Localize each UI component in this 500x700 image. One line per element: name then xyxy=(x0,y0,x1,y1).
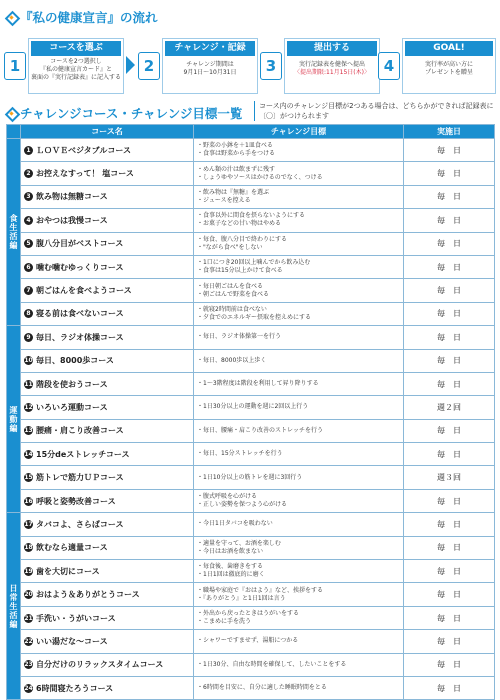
course-name: おやつは我慢コース xyxy=(36,215,108,225)
schedule-cell: 毎 日 xyxy=(404,139,495,162)
course-number-badge: 20 xyxy=(24,591,33,599)
course-cell xyxy=(21,676,194,699)
table-row xyxy=(7,583,495,606)
step-number: 4 xyxy=(378,52,400,80)
course-cell xyxy=(21,326,194,349)
goal-line: ・毎食、腹八分目で終わりにする xyxy=(197,235,288,243)
table-row xyxy=(7,185,495,208)
schedule-cell: 毎 日 xyxy=(404,536,495,559)
table-row xyxy=(7,326,495,349)
goal-line: ・正しい姿勢を保つよう心がける xyxy=(197,501,288,509)
goal-line: ・毎日、ラジオ体操第一を行う xyxy=(197,333,282,341)
goal-line: ・飲み物は『無糖』を選ぶ xyxy=(197,188,270,196)
goal-cell xyxy=(194,139,404,162)
course-cell xyxy=(21,232,194,255)
table-body xyxy=(7,139,495,700)
header-goal: チャレンジ目標 xyxy=(194,125,404,139)
goal-line: ・朝ごはんで野菜を食べる xyxy=(197,290,270,298)
goal-cell xyxy=(194,676,404,699)
course-cell xyxy=(21,466,194,489)
course-cell xyxy=(21,396,194,419)
goal-line: ・毎食後、歯磨きをする xyxy=(197,563,264,571)
goal-cell xyxy=(194,419,404,442)
schedule-cell: 毎 日 xyxy=(404,162,495,185)
course-name: 噛む噛むゆっくりコース xyxy=(36,262,124,272)
goal-cell xyxy=(194,372,404,395)
schedule-cell: 毎 日 xyxy=(404,606,495,629)
challenge-table xyxy=(6,124,495,700)
goal-cell xyxy=(194,279,404,302)
course-number-badge: 14 xyxy=(24,450,33,458)
step-box xyxy=(28,38,124,94)
step-heading: 提出する xyxy=(287,41,377,56)
course-name: 歯を大切にコース xyxy=(36,566,100,576)
goal-line: ・毎日、8000歩以上歩く xyxy=(197,356,267,364)
diamond-icon xyxy=(6,12,17,23)
table-row xyxy=(7,536,495,559)
goal-cell xyxy=(194,513,404,536)
course-number-badge: 1 xyxy=(24,146,33,155)
goal-line: ・毎日朝ごはんを食べる xyxy=(197,282,264,290)
table-row xyxy=(7,372,495,395)
course-cell xyxy=(21,185,194,208)
course-name: 腹八分目がベストコース xyxy=(36,239,124,249)
step-line: コースを2つ選択し xyxy=(50,58,102,65)
goal-line: ・1日10分以上の筋トレを週に3回行う xyxy=(197,473,303,481)
table-row xyxy=(7,139,495,162)
step-box xyxy=(284,38,380,94)
goal-line: ・夕食でのエネルギー摂取を控えめにする xyxy=(197,313,312,321)
schedule-cell: 毎 日 xyxy=(404,443,495,466)
goal-cell xyxy=(194,209,404,232)
note-box xyxy=(254,101,494,121)
course-number-badge: 18 xyxy=(24,544,33,552)
goal-line: ・適量を守って、お酒を楽しむ xyxy=(197,539,281,547)
course-number-badge: 9 xyxy=(24,333,33,342)
course-name: 毎日、8000歩コース xyxy=(36,356,114,366)
goal-line: ・『ありがとう』と1日1回は言う xyxy=(197,594,286,602)
course-number-badge: 13 xyxy=(24,427,33,435)
table-row xyxy=(7,653,495,676)
course-name: 筋トレで筋力ＵＰコース xyxy=(36,473,124,483)
schedule-cell: 毎 日 xyxy=(404,653,495,676)
goal-line: ・腹式呼吸を心がける xyxy=(197,493,258,501)
course-name: ＬＯＶＥベジタブルコース xyxy=(36,145,131,155)
table-row xyxy=(7,209,495,232)
course-name: 飲むなら適量コース xyxy=(36,543,108,553)
course-number-badge: 12 xyxy=(24,403,33,411)
course-number-badge: 8 xyxy=(24,309,33,318)
schedule-cell: 週２回 xyxy=(404,396,495,419)
category-exercise: 運動編 xyxy=(7,326,21,513)
table-row xyxy=(7,560,495,583)
goal-line: ・こまめに手を洗う xyxy=(197,618,252,625)
goal-cell xyxy=(194,185,404,208)
table-row xyxy=(7,466,495,489)
course-name: 朝ごはんを食べようコース xyxy=(36,286,132,296)
schedule-cell: 毎 日 xyxy=(404,349,495,372)
schedule-cell: 毎 日 xyxy=(404,676,495,699)
goal-line: ・野菜の小鉢を＋1皿食べる xyxy=(197,142,273,150)
header-course: コース名 xyxy=(21,125,194,139)
course-cell xyxy=(21,653,194,676)
course-cell xyxy=(21,162,194,185)
goal-line: ・しょうゆやソースはかけるのでなく、つける xyxy=(197,173,323,181)
schedule-cell: 毎 日 xyxy=(404,326,495,349)
category-food: 食生活編 xyxy=(7,139,21,326)
header-day: 実施日 xyxy=(404,125,495,139)
course-number-badge: 24 xyxy=(24,684,33,692)
table-row xyxy=(7,232,495,255)
course-cell xyxy=(21,513,194,536)
goal-line: ・1日30分、自由な時間を確保して、したいことをする xyxy=(197,660,347,668)
step-line: プレゼントを贈呈 xyxy=(425,69,473,76)
list-section-title xyxy=(6,104,242,122)
course-cell xyxy=(21,139,194,162)
flow-step-2 xyxy=(138,38,256,92)
course-cell xyxy=(21,583,194,606)
course-name: 6時間寝たろうコース xyxy=(36,683,114,693)
course-name: 寝る前は食べないコース xyxy=(36,309,124,319)
course-cell xyxy=(21,302,194,325)
goal-line: ・1口につき20回以上噛んでから飲み込む xyxy=(197,259,311,267)
step-body xyxy=(163,58,257,77)
diamond-icon xyxy=(6,108,17,119)
schedule-cell: 毎 日 xyxy=(404,419,495,442)
course-name: おはよう＆ありがとうコース xyxy=(36,590,140,600)
goal-line: ・外出から戻ったときはうがいをする xyxy=(197,610,300,617)
table-row xyxy=(7,676,495,699)
course-number-badge: 3 xyxy=(24,192,33,201)
course-name: 自分だけのリラックスタイムコース xyxy=(36,660,164,670)
course-cell xyxy=(21,349,194,372)
table-row xyxy=(7,396,495,419)
course-number-badge: 11 xyxy=(24,380,33,388)
goal-cell xyxy=(194,443,404,466)
goal-line: ・ジュースを控える xyxy=(197,196,251,204)
goal-cell xyxy=(194,232,404,255)
step-heading: コースを選ぶ xyxy=(31,41,121,56)
step-number: 3 xyxy=(260,52,282,80)
schedule-cell: 毎 日 xyxy=(404,255,495,278)
goal-cell xyxy=(194,630,404,653)
course-cell xyxy=(21,630,194,653)
schedule-cell: 毎 日 xyxy=(404,583,495,606)
course-number-badge: 23 xyxy=(24,661,33,669)
step-line: 実行記録表を健保へ提出 xyxy=(298,61,365,68)
goal-cell xyxy=(194,466,404,489)
course-number-badge: 6 xyxy=(24,263,33,272)
course-cell xyxy=(21,606,194,629)
table-row xyxy=(7,162,495,185)
course-number-badge: 17 xyxy=(24,520,33,528)
goal-line: ・就寝2時間前は食べない xyxy=(197,305,267,313)
course-name: 手洗い・うがいコース xyxy=(36,613,116,623)
goal-cell xyxy=(194,349,404,372)
goal-cell xyxy=(194,583,404,606)
course-name: 呼吸と姿勢改善コース xyxy=(36,496,116,506)
goal-cell xyxy=(194,326,404,349)
header-blank xyxy=(7,125,21,139)
course-name: タバコよ、さらばコース xyxy=(36,519,124,529)
flow-title-text: 『私の健康宣言』の流れ xyxy=(20,10,158,25)
goal-line: ・今日はお酒を飲まない xyxy=(197,547,264,555)
course-number-badge: 4 xyxy=(24,216,33,225)
course-cell xyxy=(21,255,194,278)
table-row xyxy=(7,255,495,278)
course-number-badge: 15 xyxy=(24,474,33,482)
course-name: 腰痛・肩こり改善コース xyxy=(36,426,124,436)
goal-cell xyxy=(194,396,404,419)
schedule-cell: 毎 日 xyxy=(404,209,495,232)
step-line: 9月1日〜10月31日 xyxy=(183,69,237,76)
course-number-badge: 5 xyxy=(24,239,33,248)
arrow-right-icon xyxy=(126,56,135,74)
course-number-badge: 16 xyxy=(24,497,33,505)
goal-line: ・1日30分以上の運動を週に2回以上行う xyxy=(197,403,309,411)
schedule-cell: 週３回 xyxy=(404,466,495,489)
flow-step-1 xyxy=(4,38,122,92)
course-number-badge: 19 xyxy=(24,567,33,575)
course-name: お控えなすって！ 塩コース xyxy=(36,169,134,179)
goal-line: ・6時間を目安に、自分に適した睡眠時間をとる xyxy=(197,684,327,692)
course-cell xyxy=(21,443,194,466)
step-box xyxy=(162,38,258,94)
course-number-badge: 21 xyxy=(24,614,33,622)
deadline-text: 〈提出期限:11月15日(木)〉 xyxy=(294,69,370,76)
course-number-badge: 22 xyxy=(24,637,33,645)
course-cell xyxy=(21,209,194,232)
schedule-cell: 毎 日 xyxy=(404,185,495,208)
course-name: 階段を使おうコース xyxy=(36,379,108,389)
flow-steps xyxy=(4,38,496,94)
step-line: 裏面の『実行記録表』に記入する xyxy=(31,74,122,81)
goal-line: ・めん類の汁は飲まずに残す xyxy=(197,165,276,173)
note-text: コース内のチャレンジ目標が2つある場合は、どちらかができれば記録表に〔〇〕がつけられます xyxy=(254,101,494,121)
course-cell xyxy=(21,536,194,559)
course-cell xyxy=(21,372,194,395)
step-number: 2 xyxy=(138,52,160,80)
step-line: 実行率が高い方に xyxy=(424,61,473,68)
goal-line: ・毎日、15分ストレッチを行う xyxy=(197,450,283,458)
goal-line: ・シャワーですませず、湯船につかる xyxy=(197,637,299,645)
step-heading: GOAL! xyxy=(405,41,493,56)
course-number-badge: 2 xyxy=(24,169,33,178)
schedule-cell: 毎 日 xyxy=(404,302,495,325)
schedule-cell: 毎 日 xyxy=(404,372,495,395)
flow-step-3 xyxy=(260,38,378,92)
table-row xyxy=(7,606,495,629)
course-cell xyxy=(21,489,194,512)
step-line: 『私の健康宣言カード』と xyxy=(39,66,112,73)
goal-cell xyxy=(194,255,404,278)
step-number: 1 xyxy=(4,52,26,80)
goal-cell xyxy=(194,302,404,325)
table-row xyxy=(7,489,495,512)
goal-line: ・食事は野菜から手をつける xyxy=(197,150,276,158)
step-body xyxy=(403,58,495,77)
course-cell xyxy=(21,560,194,583)
course-name: いい湯だな〜コース xyxy=(36,636,108,646)
table-row xyxy=(7,513,495,536)
goal-cell xyxy=(194,560,404,583)
step-body xyxy=(29,58,123,82)
goal-line: ・"ながら食べ"をしない xyxy=(197,243,263,251)
step-body xyxy=(285,58,379,77)
goal-line: ・1日1回は徹底的に磨く xyxy=(197,571,265,579)
course-cell xyxy=(21,419,194,442)
table-row xyxy=(7,279,495,302)
goal-line: ・今日1日タバコを吸わない xyxy=(197,520,273,528)
goal-line: ・食事は15分以上かけて食べる xyxy=(197,267,283,275)
schedule-cell: 毎 日 xyxy=(404,279,495,302)
goal-cell xyxy=(194,489,404,512)
step-box xyxy=(402,38,496,94)
category-daily: 日常生活編 xyxy=(7,513,21,700)
course-cell xyxy=(21,279,194,302)
goal-line: ・毎日、腰痛・肩こり改善のストレッチを行う xyxy=(197,426,323,434)
goal-cell xyxy=(194,162,404,185)
schedule-cell: 毎 日 xyxy=(404,560,495,583)
step-line: チャレンジ期間は xyxy=(186,61,234,68)
table-row xyxy=(7,302,495,325)
flow-section-title xyxy=(6,8,158,26)
schedule-cell: 毎 日 xyxy=(404,513,495,536)
course-name: 毎日、ラジオ体操コース xyxy=(36,332,124,342)
step-heading: チャレンジ・記録 xyxy=(165,41,255,56)
course-name: 飲み物は無糖コース xyxy=(36,192,108,202)
table-row xyxy=(7,419,495,442)
table-row xyxy=(7,630,495,653)
course-number-badge: 10 xyxy=(24,357,33,365)
goal-cell xyxy=(194,653,404,676)
schedule-cell: 毎 日 xyxy=(404,489,495,512)
course-name: 15分deストレッチコース xyxy=(36,449,130,459)
table-row xyxy=(7,443,495,466)
flow-step-4 xyxy=(378,38,496,92)
goal-cell xyxy=(194,606,404,629)
list-title-text: チャレンジコース・チャレンジ目標一覧 xyxy=(20,106,243,121)
goal-line: ・1〜3階程度は階段を利用して昇り降りする xyxy=(197,380,319,388)
course-name: いろいろ運動コース xyxy=(36,402,108,412)
goal-line: ・お菓子などの甘い物はやめる xyxy=(197,220,282,228)
table-row xyxy=(7,349,495,372)
schedule-cell: 毎 日 xyxy=(404,232,495,255)
course-number-badge: 7 xyxy=(24,286,33,295)
schedule-cell: 毎 日 xyxy=(404,630,495,653)
goal-line: ・食事以外に間食を摂らないようにする xyxy=(197,212,306,220)
goal-cell xyxy=(194,536,404,559)
goal-line: ・職場や家庭で『おはよう』など、挨拶をする xyxy=(197,586,324,594)
